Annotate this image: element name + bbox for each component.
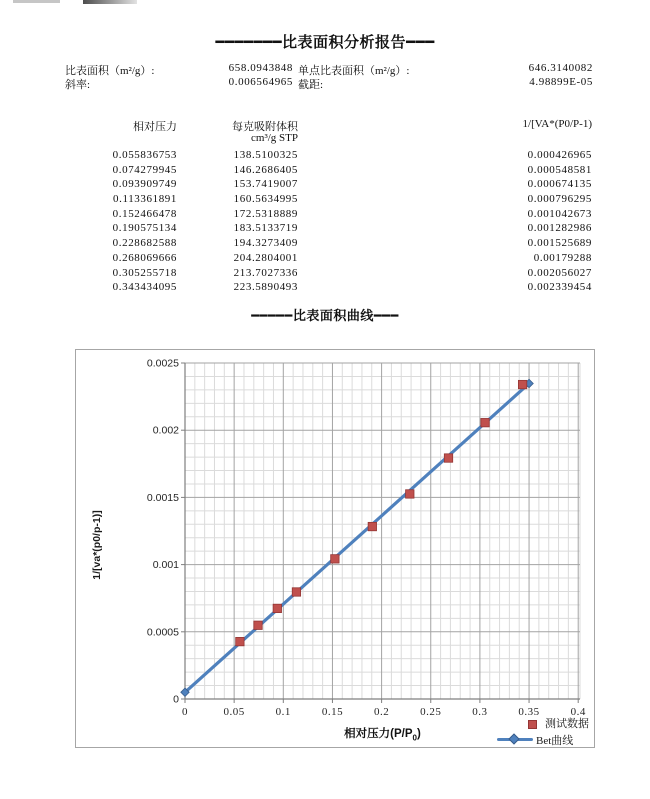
test-data-point bbox=[331, 555, 339, 563]
table-cell: 138.5100325 bbox=[233, 149, 298, 161]
table-cell: 213.7027336 bbox=[233, 266, 298, 279]
legend-label-test-data: 测试数据 bbox=[545, 718, 589, 730]
table-cell: 183.5133719 bbox=[233, 222, 298, 235]
test-data-point bbox=[368, 522, 376, 530]
table-row bbox=[65, 280, 592, 295]
table-cell: 0.000426965 bbox=[527, 149, 592, 161]
table-cell: 0.002056027 bbox=[527, 266, 592, 279]
x-tick-label: 0.25 bbox=[420, 706, 442, 718]
table-row bbox=[65, 163, 592, 178]
table-cell: 0.113361891 bbox=[113, 193, 177, 206]
x-tick-label: 0 bbox=[182, 706, 188, 718]
table-cell: 172.5318889 bbox=[233, 207, 298, 220]
table-row bbox=[65, 207, 592, 222]
summary-value-intercept: 4.98899E-05 bbox=[529, 76, 593, 88]
table-row bbox=[65, 221, 592, 236]
test-data-point bbox=[292, 588, 300, 596]
y-tick-label: 0 bbox=[173, 693, 179, 706]
table-cell: 223.5890493 bbox=[233, 281, 298, 294]
curve-section-title: ━━━━━比表面积曲线━━━ bbox=[251, 308, 399, 323]
summary-label-single-point-area: 单点比表面积（m²/g）: bbox=[298, 65, 410, 77]
table-cell: 0.074279945 bbox=[112, 163, 177, 176]
test-data-point bbox=[444, 454, 452, 462]
bet-chart bbox=[75, 349, 595, 749]
table-cell: 0.002339454 bbox=[527, 281, 592, 294]
table-row bbox=[65, 266, 592, 281]
table-cell: 0.190575134 bbox=[112, 222, 177, 235]
table-cell: 0.001525689 bbox=[527, 237, 592, 250]
y-tick-label: 0.0025 bbox=[146, 357, 179, 370]
table-row bbox=[65, 177, 592, 192]
x-tick-label: 0.1 bbox=[275, 706, 291, 718]
legend-label-bet-curve: Bet曲线 bbox=[536, 735, 574, 747]
y-tick-label: 0.0015 bbox=[146, 491, 179, 504]
test-data-point bbox=[406, 490, 414, 498]
column-header-bet-term: 1/[VA*(P0/P-1) bbox=[522, 118, 592, 130]
table-cell: 0.055836753 bbox=[112, 149, 177, 161]
table-row bbox=[65, 251, 592, 266]
window-artifact-bar-left bbox=[13, 0, 60, 3]
test-data-point bbox=[254, 621, 262, 629]
x-tick-label: 0.15 bbox=[321, 706, 344, 718]
x-tick-label: 0.35 bbox=[518, 706, 540, 718]
table-cell: 0.305255718 bbox=[112, 266, 177, 279]
summary-label-slope: 斜率: bbox=[65, 79, 91, 91]
table-cell: 0.093909749 bbox=[112, 178, 177, 191]
table-cell: 0.001042673 bbox=[527, 207, 592, 220]
column-header-adsorbed-volume: 每克吸附体积 bbox=[232, 121, 298, 133]
test-data-point bbox=[518, 380, 526, 388]
table-cell: 0.343434095 bbox=[112, 281, 177, 294]
table-cell: 160.5634995 bbox=[233, 193, 298, 206]
x-tick-label: 0.2 bbox=[373, 706, 390, 718]
table-cell: 0.228682588 bbox=[112, 237, 177, 250]
x-axis-title-latin: $(P/P_0)$ bbox=[390, 728, 421, 743]
table-cell: 204.2804001 bbox=[233, 251, 298, 264]
table-cell: 0.00179288 bbox=[533, 251, 592, 264]
table-row bbox=[65, 192, 592, 207]
table-row bbox=[65, 148, 592, 163]
y-tick-label: 0.002 bbox=[152, 424, 179, 437]
table-cell: 0.001282986 bbox=[527, 222, 592, 235]
x-tick-label: 0.05 bbox=[223, 706, 245, 718]
legend-marker-test-data bbox=[528, 720, 537, 729]
table-cell: 153.7419007 bbox=[233, 178, 298, 191]
table-cell: 146.2686405 bbox=[233, 163, 298, 176]
test-data-point bbox=[481, 418, 489, 426]
table-cell: 194.3273409 bbox=[233, 237, 298, 250]
summary-label-intercept: 截距: bbox=[298, 79, 324, 91]
test-data-point bbox=[273, 604, 281, 612]
bet-chart-canvas bbox=[75, 349, 595, 749]
summary-value-bet-area: 658.0943848 bbox=[228, 62, 293, 74]
x-tick-label: 0.4 bbox=[570, 706, 586, 718]
y-tick-label: 0.0005 bbox=[146, 626, 179, 639]
table-cell: 0.268069666 bbox=[112, 251, 177, 264]
x-axis-title-cjk: 相对压力 bbox=[344, 728, 391, 740]
table-row bbox=[65, 236, 592, 251]
y-tick-label: 0.001 bbox=[152, 559, 179, 572]
summary-label-bet-area: 比表面积（m²/g）: bbox=[65, 65, 155, 77]
summary-value-single-point-area: 646.3140082 bbox=[528, 62, 593, 74]
table-cell: 0.000674135 bbox=[527, 178, 592, 191]
table-cell: 0.000548581 bbox=[527, 163, 592, 176]
y-axis-title: 1/[va*(p0/p-1)] bbox=[91, 510, 103, 580]
test-data-point bbox=[236, 637, 244, 645]
window-artifact-bar-right bbox=[83, 0, 137, 4]
column-header-relative-pressure: 相对压力 bbox=[133, 121, 177, 133]
table-body bbox=[65, 148, 592, 295]
summary-value-slope: 0.006564965 bbox=[228, 76, 293, 88]
table-cell: 0.152466478 bbox=[112, 207, 177, 220]
report-title: ━━━━━━━比表面积分析报告━━━ bbox=[215, 35, 435, 51]
chart-border bbox=[76, 350, 595, 748]
column-header-volume-units: cm³/g STP bbox=[251, 132, 298, 144]
x-tick-label: 0.3 bbox=[472, 706, 488, 718]
table-cell: 0.000796295 bbox=[527, 193, 592, 206]
